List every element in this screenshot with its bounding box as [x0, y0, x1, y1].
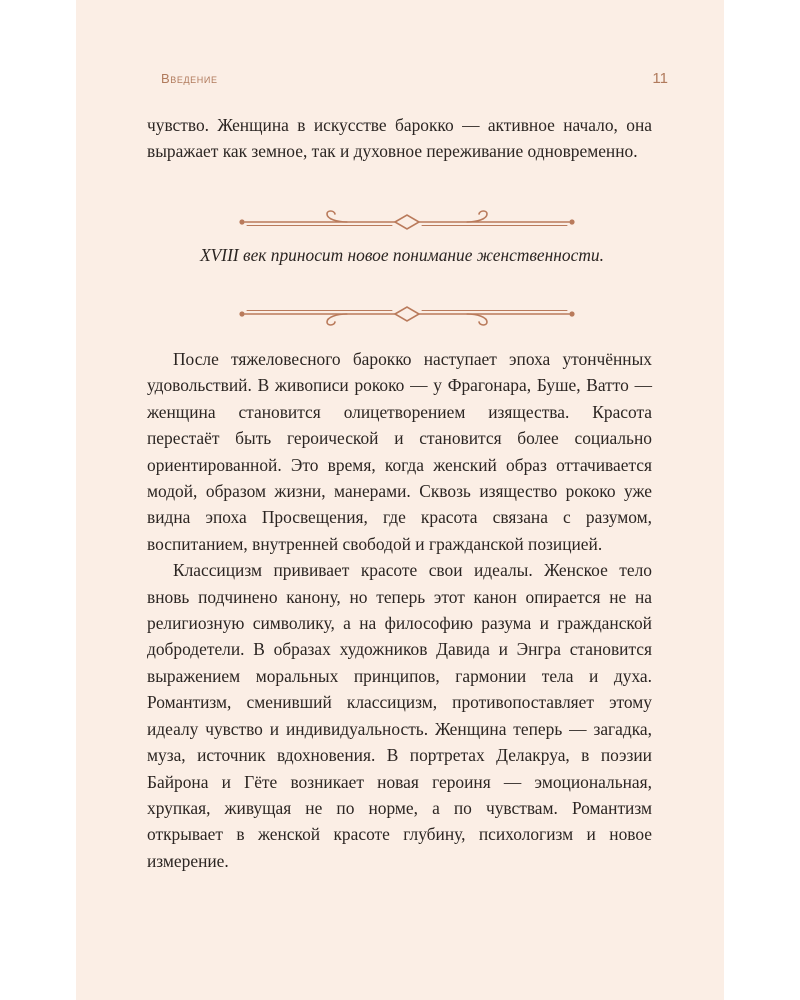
paragraph-classicism: Классицизм прививает красоте свои идеалы. Женское тело вновь подчинено канону, но теперь этот канон опирается не на религиозную символику, а на философию разума и гражданской добродетели. В образах художников Давида и Энгра становится выражением моральных принципов, гармонии тела и духа. Романтизм, сменивший классицизм, противопоставляет этому идеалу чувство и индивидуальность. Женщина теперь — загадка, муза, источник вдохновения. В портретах Делакруа, в поэзии Байрона и Гёте возникает новая героиня — эмоциональная, хрупкая, живущая не по норме, а по чувствам. Романтизм открывает в женской красоте глубину, психологизм и новое измерение. — [147, 560, 652, 871]
epigraph: XVIII век приносит новое понимание женственности. — [200, 245, 604, 265]
body-text-top — [147, 112, 652, 165]
page-number: 11 — [652, 70, 668, 87]
bottom-ornament-divider — [237, 303, 577, 329]
paragraph-rococo: После тяжеловесного барокко наступает эпоха утончённых удовольствий. В живописи рококо — у Фрагонара, Буше, Ватто — женщина становится олицетворением изящества. Красота перестаёт быть героической и становится более социально ориентированной. Это время, когда женский образ оттачивается модой, образом жизни, манерами. Сквозь изящество рококо уже видна эпоха Просвещения, где красота связана с разумом, воспитанием, внутренней свободой и гражданской позицией. — [147, 349, 652, 554]
paragraph-continued: чувство. Женщина в искусстве барокко — активное начало, она выражает как земное, так и духовное переживание одновременно. — [147, 115, 652, 162]
book-page — [76, 0, 724, 1000]
top-ornament-divider — [237, 207, 577, 233]
body-text-main — [147, 346, 652, 874]
running-head-section-title: Введение — [161, 71, 218, 86]
